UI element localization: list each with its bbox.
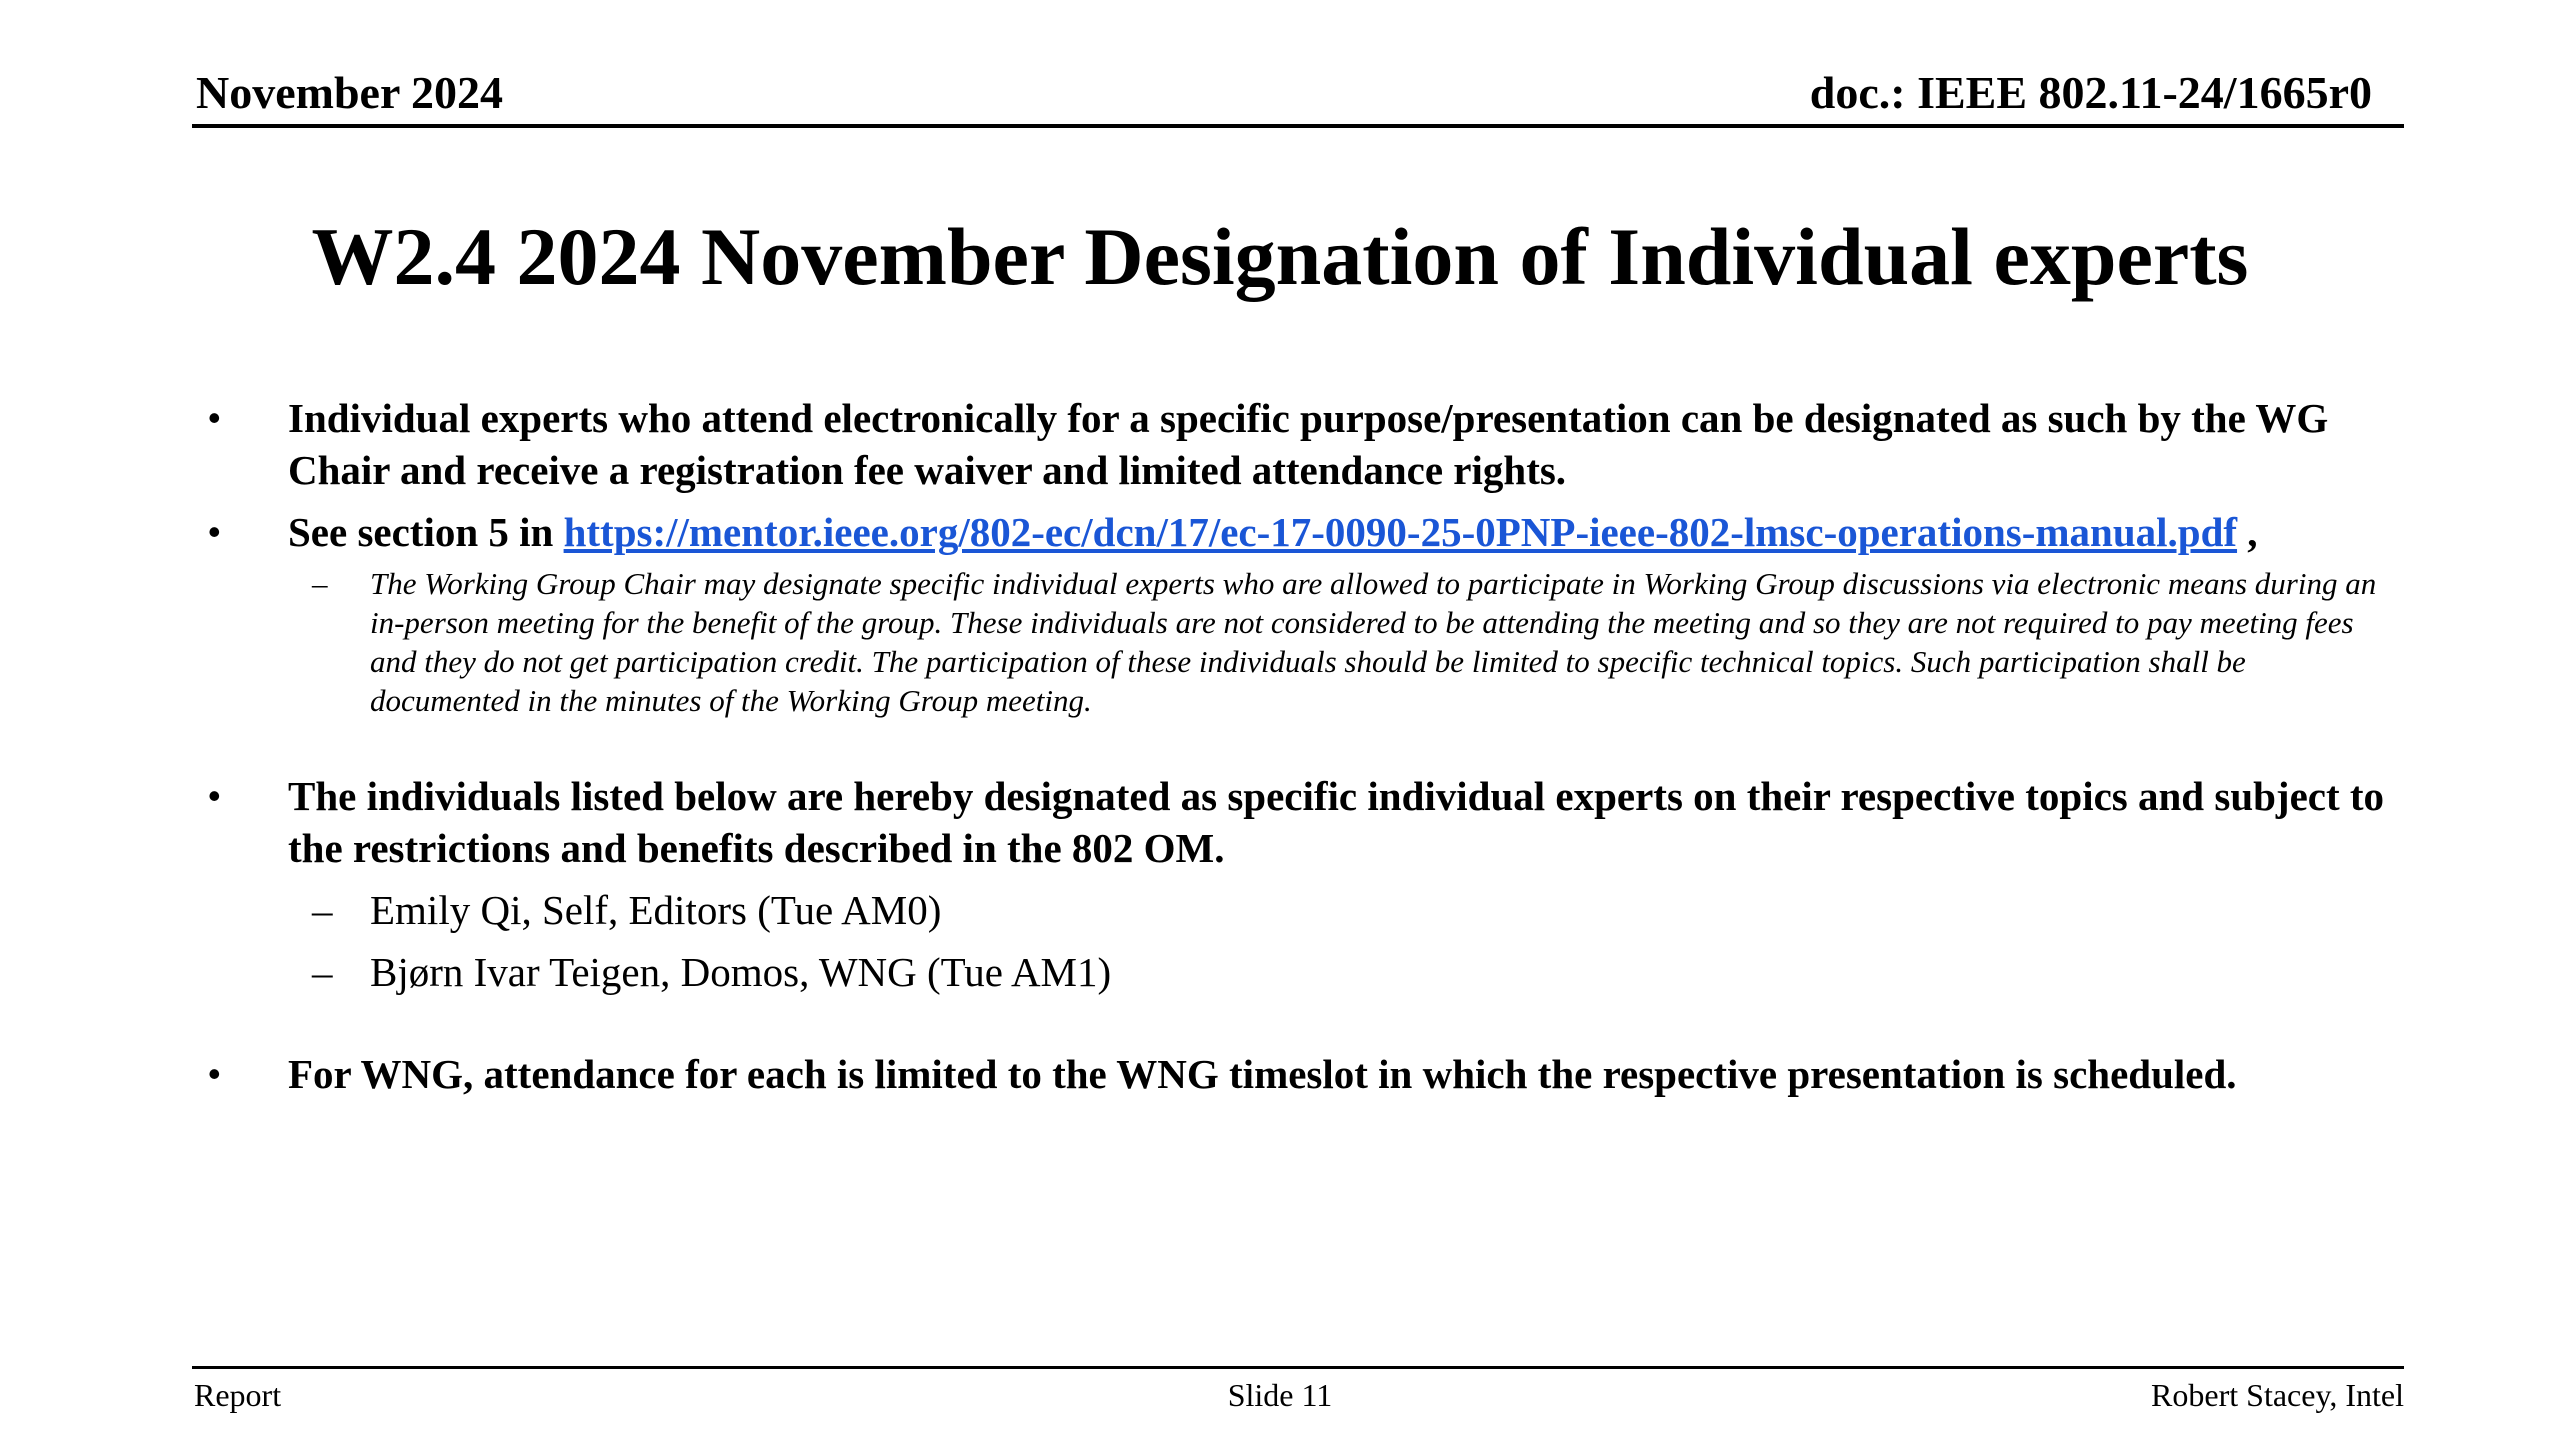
sub-bullet-dash: –	[312, 566, 328, 601]
quoted-rule-text	[208, 564, 2390, 720]
bullet-marker: •	[208, 397, 221, 438]
bullet-text-see-section: See section 5 in	[288, 509, 564, 555]
footer-report-label: Report	[194, 1377, 282, 1413]
header-doc-id: doc.: IEEE 802.11-24/1665r0	[1809, 67, 2372, 118]
bullet-item	[208, 1048, 2388, 1100]
footer-author: Robert Stacey, Intel	[2151, 1377, 2404, 1413]
footer-slide-number: Slide 11	[1227, 1377, 1333, 1413]
bullet-marker: •	[208, 1053, 221, 1094]
bullet-text-wng-attendance: For WNG, attendance for each is limited to the WNG timeslot in which the respective presentation is scheduled.	[288, 1051, 2237, 1097]
expert-list-item	[208, 946, 2388, 998]
bullet-text-designated: The individuals listed below are hereby designated as specific individual experts on their respective topics and subject to the restrictions and benefits described in the 802 OM.	[288, 773, 2385, 871]
expert-name: Bjørn Ivar Teigen, Domos, WNG (Tue AM1)	[370, 949, 1112, 995]
bullet-text-experts-intro: Individual experts who attend electronically for a specific purpose/presentation can be designated as such by the WG Chair and receive a registration fee waiver and limited attendance rights.	[288, 395, 2329, 493]
bullet-item	[208, 392, 2388, 496]
quote-text: The Working Group Chair may designate specific individual experts who are allowed to participate in Working Group discussions via electronic means during an in-person meeting for the benefit of the group. These individuals are not considered to be attending the meeting and so they are not required to pay meeting fees and they do not get participation credit. The participation of these individuals should be limited to specific technical topics. Such participation shall be documented in the minutes of the Working Group meeting.	[370, 566, 2377, 718]
slide-body	[208, 392, 2388, 1100]
bullet-marker: •	[208, 775, 221, 816]
footer-divider	[192, 1366, 2404, 1369]
bullet-text-comma: ,	[2237, 509, 2258, 555]
slide-title: W2.4 2024 November Designation of Individual experts	[311, 211, 2249, 302]
bullet-marker: •	[208, 511, 221, 552]
sub-bullet-dash: –	[312, 887, 333, 933]
bullet-item	[208, 770, 2388, 874]
bullet-item	[208, 506, 2388, 558]
sub-bullet-dash: –	[312, 949, 333, 995]
header-divider	[192, 124, 2404, 128]
expert-list-item	[208, 884, 2388, 936]
operations-manual-link[interactable]: https://mentor.ieee.org/802-ec/dcn/17/ec-17-0090-25-0PNP-ieee-802-lmsc-operations-manual.pdf	[563, 509, 2238, 555]
header-date: November 2024	[196, 67, 504, 118]
expert-name: Emily Qi, Self, Editors (Tue AM0)	[370, 887, 942, 933]
